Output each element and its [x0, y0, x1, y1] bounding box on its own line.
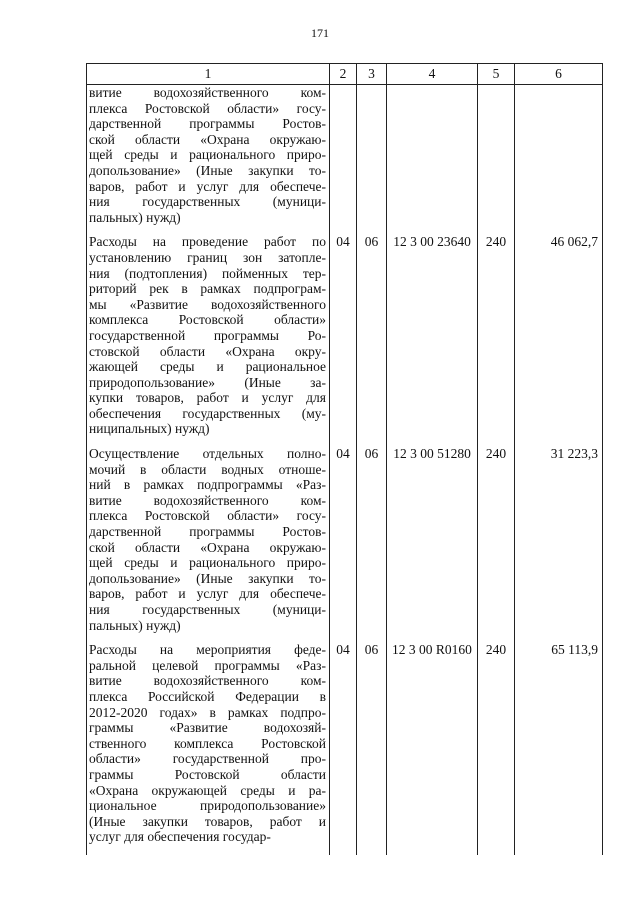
column-header: 2	[330, 64, 357, 85]
row-description	[87, 225, 330, 437]
description-line: пальных) нужд)	[89, 617, 181, 633]
expense-type-code	[478, 85, 515, 226]
subsection-code: 06	[357, 437, 387, 633]
filler-cell	[515, 845, 603, 855]
subsection-code	[357, 85, 387, 226]
table-row	[87, 85, 603, 226]
filler-cell	[478, 845, 515, 855]
description-line: ственного комплекса Ростовской	[89, 735, 326, 751]
description-line: ральной целевой программы «Раз-	[89, 657, 326, 673]
description-line: природопользование» (Иные за-	[89, 374, 326, 390]
description-line: дарственной программы Ростов-	[89, 524, 326, 540]
amount-value: 31 223,3	[515, 437, 603, 633]
expense-type-code: 240	[478, 633, 515, 845]
description-line: щей среды и рационального приро-	[89, 147, 326, 163]
column-header: 4	[387, 64, 478, 85]
description-line: плекса Ростовской области» госу-	[89, 100, 326, 116]
table-header-row	[87, 64, 603, 85]
row-description	[87, 633, 330, 845]
subsection-code: 06	[357, 225, 387, 437]
description-line: установлению границ зон затопле-	[89, 249, 326, 265]
description-line: плекса Ростовской области» госу-	[89, 508, 326, 524]
description-line: плекса Российской Федерации в	[89, 688, 326, 704]
description-line: комплекса Ростовской области»	[89, 312, 326, 328]
section-code: 04	[330, 437, 357, 633]
description-line: Расходы на мероприятия феде-	[89, 642, 326, 658]
amount-value: 65 113,9	[515, 633, 603, 845]
target-article-code	[387, 85, 478, 226]
table-row	[87, 437, 603, 633]
description-line: (Иные закупки товаров, работ и	[89, 813, 326, 829]
description-line: купки товаров, работ и услуг для	[89, 390, 326, 406]
amount-value: 46 062,7	[515, 225, 603, 437]
target-article-code: 12 3 00 51280	[387, 437, 478, 633]
row-description	[87, 85, 330, 226]
description-line: ния государственных (муници-	[89, 194, 326, 210]
page-number: 171	[311, 26, 329, 40]
budget-table	[86, 63, 603, 855]
description-line: ний в рамках подпрограммы «Раз-	[89, 477, 326, 493]
description-line: Расходы на проведение работ по	[89, 234, 326, 250]
description-line: мочий в области водных отноше-	[89, 461, 326, 477]
expense-type-code: 240	[478, 225, 515, 437]
description-line: 2012-2020 годах» в рамках подпро-	[89, 704, 326, 720]
section-code: 04	[330, 633, 357, 845]
target-article-code: 12 3 00 23640	[387, 225, 478, 437]
description-line: варов, работ и услуг для обеспече-	[89, 178, 326, 194]
filler-cell	[387, 845, 478, 855]
column-header: 1	[87, 64, 330, 85]
description-line: государственной программы Ро-	[89, 327, 326, 343]
description-line: ской области «Охрана окружаю-	[89, 539, 326, 555]
description-line: циональное природопользование»	[89, 798, 326, 814]
description-line: дарственной программы Ростов-	[89, 116, 326, 132]
description-line: граммы Ростовской области	[89, 766, 326, 782]
table-row	[87, 225, 603, 437]
description-line: ской области «Охрана окружаю-	[89, 131, 326, 147]
subsection-code: 06	[357, 633, 387, 845]
row-description	[87, 437, 330, 633]
filler-cell	[87, 845, 330, 855]
description-line: варов, работ и услуг для обеспече-	[89, 586, 326, 602]
table-filler-row	[87, 845, 603, 855]
description-line: ниципальных) нужд)	[89, 421, 210, 437]
table-row	[87, 633, 603, 845]
description-line: жающей среды и рациональное	[89, 359, 326, 375]
description-line: граммы «Развитие водохозяй-	[89, 720, 326, 736]
section-code: 04	[330, 225, 357, 437]
description-line: стовской области «Охрана окру-	[89, 343, 326, 359]
expense-type-code: 240	[478, 437, 515, 633]
section-code	[330, 85, 357, 226]
description-line: «Охрана окружающей среды и ра-	[89, 782, 326, 798]
description-line: пальных) нужд)	[89, 209, 181, 225]
amount-value	[515, 85, 603, 226]
description-line: витие водохозяйственного ком-	[89, 85, 326, 100]
description-line: мы «Развитие водохозяйственного	[89, 296, 326, 312]
description-line: обеспечения государственных (му-	[89, 405, 326, 421]
description-line: щей среды и рационального приро-	[89, 555, 326, 571]
description-line: витие водохозяйственного ком-	[89, 492, 326, 508]
description-line: допользование» (Иные закупки то-	[89, 162, 326, 178]
column-header: 3	[357, 64, 387, 85]
description-line: Осуществление отдельных полно-	[89, 446, 326, 462]
description-line: риторий рек в рамках подпрограм-	[89, 281, 326, 297]
description-line: допользование» (Иные закупки то-	[89, 570, 326, 586]
description-line: ния государственных (муници-	[89, 602, 326, 617]
description-line: услуг для обеспечения государ-	[89, 829, 271, 845]
description-line: ния (подтопления) пойменных тер-	[89, 265, 326, 281]
filler-cell	[330, 845, 357, 855]
column-header: 5	[478, 64, 515, 85]
table-body	[87, 85, 603, 855]
target-article-code: 12 3 00 R0160	[387, 633, 478, 845]
column-header: 6	[515, 64, 603, 85]
description-line: витие водохозяйственного ком-	[89, 673, 326, 689]
filler-cell	[357, 845, 387, 855]
description-line: области» государственной про-	[89, 751, 326, 767]
